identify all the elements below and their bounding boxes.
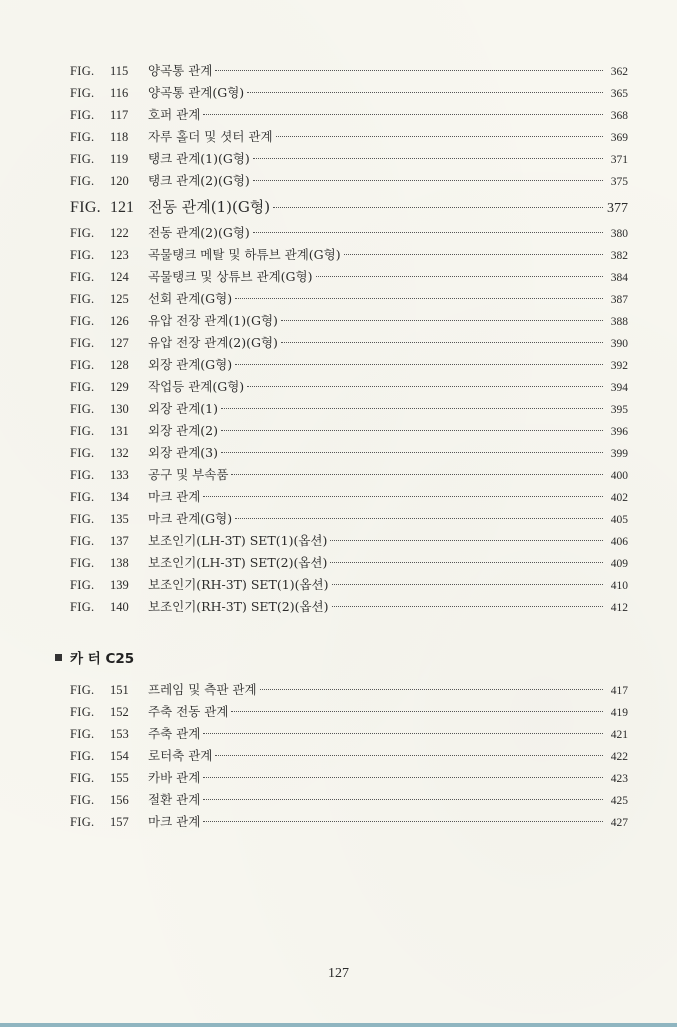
entry-title: 마크 관계(G형) <box>148 511 233 526</box>
toc-entry <box>70 288 628 310</box>
entry-page-number: 410 <box>610 580 628 592</box>
entry-page-number: 425 <box>610 795 628 807</box>
entry-page-number: 371 <box>610 154 628 166</box>
dot-leader <box>332 583 604 585</box>
fig-number: 140 <box>110 600 129 614</box>
fig-number: 115 <box>110 64 129 78</box>
fig-label: FIG. <box>70 248 95 262</box>
fig-number: 139 <box>110 578 129 592</box>
fig-number: 157 <box>110 815 129 829</box>
entry-page-number: 382 <box>610 250 628 262</box>
dot-leader <box>221 429 603 431</box>
fig-label: FIG. <box>70 424 95 438</box>
fig-label: FIG. <box>70 468 95 482</box>
entry-title: 곡물탱크 및 상튜브 관계(G형) <box>148 269 313 284</box>
toc-entry <box>70 679 628 701</box>
fig-label: FIG. <box>70 108 95 122</box>
toc-entry <box>70 420 628 442</box>
entry-page-number: 390 <box>610 338 628 350</box>
entry-page-number: 368 <box>610 110 628 122</box>
entry-title: 보조인기(LH-3T) SET(1)(옵션) <box>148 533 328 548</box>
dot-leader <box>235 517 603 519</box>
entry-page-number: 419 <box>610 707 628 719</box>
toc-entry <box>70 723 628 745</box>
toc-entry <box>70 574 628 596</box>
dot-leader <box>221 451 603 453</box>
entry-page-number: 384 <box>610 272 628 284</box>
fig-number: 156 <box>110 793 129 807</box>
entry-page-number: 412 <box>610 602 628 614</box>
entry-title: 보조인기(RH-3T) SET(1)(옵션) <box>148 577 329 592</box>
entry-page-number: 409 <box>610 558 628 570</box>
toc-entry <box>70 332 628 354</box>
fig-number: 133 <box>110 468 129 482</box>
toc-entry <box>70 310 628 332</box>
entry-title: 주축 관계 <box>148 726 201 741</box>
entry-title: 외장 관계(1) <box>148 401 218 416</box>
toc-entry <box>70 701 628 723</box>
entry-page-number: 423 <box>610 773 628 785</box>
fig-label: FIG. <box>70 727 95 741</box>
toc-entry <box>70 170 628 192</box>
fig-number: 116 <box>110 86 129 100</box>
entry-title: 탱크 관계(2)(G형) <box>148 173 250 188</box>
entry-title: 주축 전동 관계 <box>148 704 229 719</box>
fig-label: FIG. <box>70 815 95 829</box>
fig-number: 137 <box>110 534 129 548</box>
fig-number: 151 <box>110 683 129 697</box>
dot-leader <box>281 341 603 343</box>
dot-leader <box>215 754 603 756</box>
toc-entry <box>70 104 628 126</box>
toc-entry <box>70 789 628 811</box>
toc-entry <box>70 244 628 266</box>
fig-number: 123 <box>110 248 129 262</box>
entry-page-number: 375 <box>610 176 628 188</box>
toc-entry <box>70 398 628 420</box>
entry-page-number: 392 <box>610 360 628 372</box>
fig-label: FIG. <box>70 771 95 785</box>
fig-number: 127 <box>110 336 129 350</box>
fig-number: 117 <box>110 108 129 122</box>
dot-leader <box>203 776 603 778</box>
fig-label: FIG. <box>70 86 95 100</box>
fig-label: FIG. <box>70 130 95 144</box>
entry-page-number: 402 <box>610 492 628 504</box>
bottom-edge-bar <box>0 1023 677 1027</box>
fig-number: 119 <box>110 152 129 166</box>
toc-entry <box>70 376 628 398</box>
entry-title: 탱크 관계(1)(G형) <box>148 151 250 166</box>
fig-label: FIG. <box>70 226 95 240</box>
toc-entry <box>70 596 628 618</box>
toc-entry <box>70 82 628 104</box>
toc-list-part1 <box>70 60 628 618</box>
fig-label: FIG. <box>70 270 95 284</box>
fig-number: 118 <box>110 130 129 144</box>
fig-label: FIG. <box>70 578 95 592</box>
entry-title: 작업등 관계(G형) <box>148 379 245 394</box>
entry-title: 보조인기(LH-3T) SET(2)(옵션) <box>148 555 328 570</box>
dot-leader <box>203 732 603 734</box>
dot-leader <box>231 473 603 475</box>
toc-entry <box>70 266 628 288</box>
fig-number: 135 <box>110 512 129 526</box>
fig-number: 128 <box>110 358 129 372</box>
toc-entry <box>70 222 628 244</box>
entry-title: 보조인기(RH-3T) SET(2)(옵션) <box>148 599 329 614</box>
fig-number: 124 <box>110 270 129 284</box>
dot-leader <box>235 297 603 299</box>
entry-title: 양곡통 관계 <box>148 63 213 78</box>
dot-leader <box>281 319 603 321</box>
fig-number: 122 <box>110 226 129 240</box>
entry-title: 절환 관계 <box>148 792 201 807</box>
toc-list-part2 <box>70 679 628 833</box>
entry-page-number: 395 <box>610 404 628 416</box>
toc-entry <box>70 508 628 530</box>
dot-leader <box>330 539 603 541</box>
entry-page-number: 369 <box>610 132 628 144</box>
entry-title: 유압 전장 관계(1)(G형) <box>148 313 278 328</box>
dot-leader <box>203 820 603 822</box>
fig-number: 126 <box>110 314 129 328</box>
fig-label: FIG. <box>70 705 95 719</box>
fig-label: FIG. <box>70 512 95 526</box>
fig-label: FIG. <box>70 380 95 394</box>
entry-page-number: 362 <box>610 66 628 78</box>
dot-leader <box>253 179 603 181</box>
toc-entry <box>70 745 628 767</box>
entry-title: 마크 관계 <box>148 814 201 829</box>
page-number: 127 <box>328 966 349 981</box>
fig-number: 155 <box>110 771 129 785</box>
dot-leader <box>260 688 603 690</box>
fig-label: FIG. <box>70 600 95 614</box>
toc-entry <box>70 552 628 574</box>
entry-page-number: 417 <box>610 685 628 697</box>
entry-page-number: 388 <box>610 316 628 328</box>
fig-label: FIG. <box>70 314 95 328</box>
toc-entry <box>70 60 628 82</box>
fig-number: 154 <box>110 749 129 763</box>
entry-page-number: 394 <box>610 382 628 394</box>
entry-title: 프레임 및 측판 관계 <box>148 682 257 697</box>
entry-title: 선회 관계(G형) <box>148 291 233 306</box>
fig-number: 125 <box>110 292 129 306</box>
entry-title: 외장 관계(G형) <box>148 357 233 372</box>
entry-page-number: 387 <box>610 294 628 306</box>
dot-leader <box>221 407 603 409</box>
entry-title: 카바 관계 <box>148 770 201 785</box>
section-title: 카 터 C25 <box>70 651 135 667</box>
entry-title: 전동 관계(1)(G형) <box>148 198 271 216</box>
dot-leader <box>247 385 603 387</box>
entry-title: 호퍼 관계 <box>148 107 201 122</box>
fig-number: 138 <box>110 556 129 570</box>
fig-number: 132 <box>110 446 129 460</box>
fig-label: FIG. <box>70 64 95 78</box>
dot-leader <box>215 69 603 71</box>
dot-leader <box>231 710 603 712</box>
toc-entry <box>70 148 628 170</box>
entry-page-number: 380 <box>610 228 628 240</box>
dot-leader <box>276 135 603 137</box>
dot-leader <box>203 113 603 115</box>
entry-page-number: 396 <box>610 426 628 438</box>
dot-leader <box>247 91 603 93</box>
dot-leader <box>273 206 603 208</box>
entry-page-number: 365 <box>610 88 628 100</box>
dot-leader <box>330 561 603 563</box>
dot-leader <box>203 495 603 497</box>
toc-entry <box>70 464 628 486</box>
entry-page-number: 421 <box>610 729 628 741</box>
fig-label: FIG. <box>70 490 95 504</box>
entry-page-number: 377 <box>607 201 628 216</box>
entry-page-number: 399 <box>610 448 628 460</box>
toc-entry <box>70 126 628 148</box>
fig-label: FIG. <box>70 336 95 350</box>
fig-number: 153 <box>110 727 129 741</box>
entry-title: 공구 및 부속품 <box>148 467 229 482</box>
fig-label: FIG. <box>70 358 95 372</box>
dot-leader <box>253 231 603 233</box>
dot-leader <box>332 605 604 607</box>
fig-label: FIG. <box>70 556 95 570</box>
dot-leader <box>235 363 603 365</box>
dot-leader <box>203 798 603 800</box>
toc-entry <box>70 486 628 508</box>
fig-label: FIG. <box>70 174 95 188</box>
fig-label: FIG. <box>70 749 95 763</box>
toc-entry <box>70 442 628 464</box>
fig-number: 130 <box>110 402 129 416</box>
entry-title: 외장 관계(2) <box>148 423 218 438</box>
square-bullet-icon <box>55 654 62 661</box>
fig-label: FIG. <box>70 402 95 416</box>
toc-entry <box>70 192 628 222</box>
entry-title: 양곡통 관계(G형) <box>148 85 245 100</box>
toc-entry <box>70 354 628 376</box>
fig-label: FIG. <box>70 793 95 807</box>
dot-leader <box>316 275 604 277</box>
entry-page-number: 422 <box>610 751 628 763</box>
fig-number: 121 <box>110 199 134 216</box>
entry-page-number: 406 <box>610 536 628 548</box>
section-heading <box>55 647 134 667</box>
entry-page-number: 427 <box>610 817 628 829</box>
fig-label: FIG. <box>70 534 95 548</box>
fig-number: 120 <box>110 174 129 188</box>
entry-title: 유압 전장 관계(2)(G형) <box>148 335 278 350</box>
dot-leader <box>344 253 603 255</box>
entry-title: 자루 홀더 및 셧터 관계 <box>148 129 273 144</box>
entry-title: 로터축 관계 <box>148 748 213 763</box>
fig-number: 152 <box>110 705 129 719</box>
fig-number: 129 <box>110 380 129 394</box>
fig-label: FIG. <box>70 199 101 216</box>
entry-page-number: 405 <box>610 514 628 526</box>
entry-title: 마크 관계 <box>148 489 201 504</box>
fig-label: FIG. <box>70 683 95 697</box>
toc-entry <box>70 767 628 789</box>
dot-leader <box>253 157 603 159</box>
toc-entry <box>70 811 628 833</box>
fig-label: FIG. <box>70 292 95 306</box>
fig-number: 134 <box>110 490 129 504</box>
entry-title: 전동 관계(2)(G형) <box>148 225 250 240</box>
fig-label: FIG. <box>70 152 95 166</box>
entry-title: 곡물탱크 메탈 및 하튜브 관계(G형) <box>148 247 341 262</box>
entry-title: 외장 관계(3) <box>148 445 218 460</box>
fig-label: FIG. <box>70 446 95 460</box>
toc-entry <box>70 530 628 552</box>
entry-page-number: 400 <box>610 470 628 482</box>
fig-number: 131 <box>110 424 129 438</box>
